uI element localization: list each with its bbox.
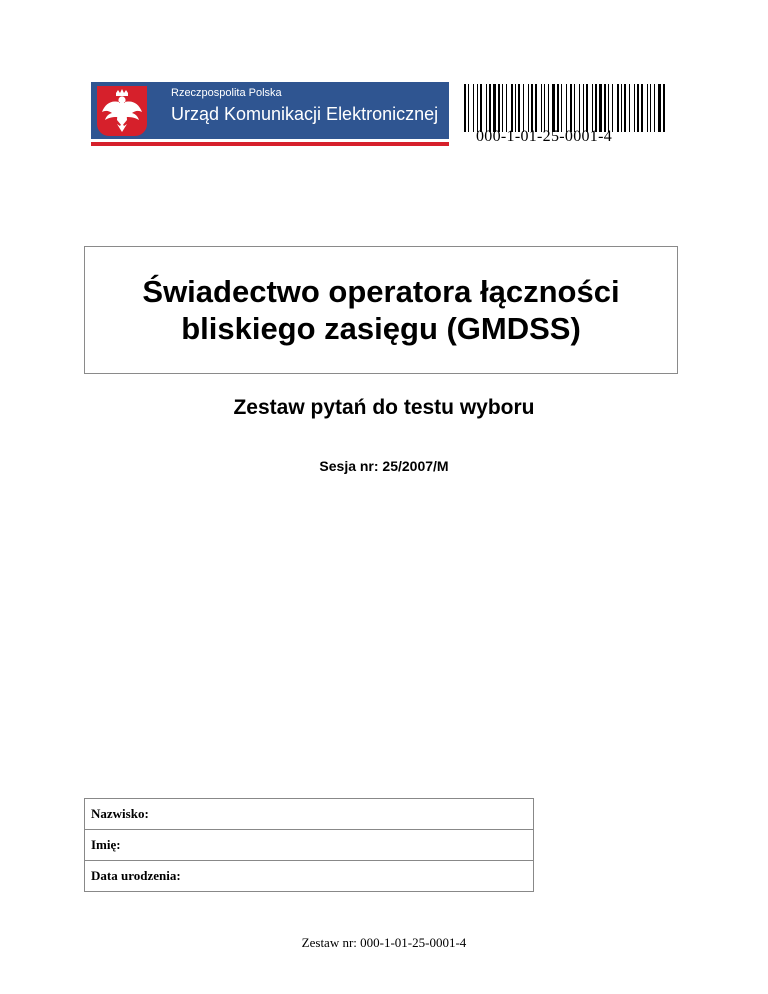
barcode-bar (464, 84, 466, 132)
barcode-bar (515, 84, 516, 132)
barcode-bar (480, 84, 482, 132)
barcode-bar (557, 84, 559, 132)
barcode-bar (531, 84, 533, 132)
barcode-bar (544, 84, 545, 132)
barcode-bar (498, 84, 500, 132)
barcode-bar (570, 84, 572, 132)
barcode-bar (641, 84, 643, 132)
session-number: Sesja nr: 25/2007/M (319, 458, 449, 474)
barcode-bar (535, 84, 537, 132)
table-row (85, 830, 534, 861)
barcode-bar (592, 84, 593, 132)
barcode-bar (608, 84, 609, 132)
barcode-bar (502, 84, 503, 132)
title-line-2: bliskiego zasięgu (GMDSS) (181, 311, 581, 346)
org-name: Urząd Komunikacji Elektronicznej (171, 104, 439, 124)
barcode-bar (468, 84, 469, 132)
barcode-bar (617, 84, 619, 132)
barcode-bar (473, 84, 474, 132)
barcode-bar (574, 84, 575, 132)
barcode-bar (523, 84, 524, 132)
barcode-bar (637, 84, 639, 132)
barcode-bar (658, 84, 661, 132)
barcode-bar (511, 84, 513, 132)
barcode-bar (518, 84, 520, 132)
barcode-bar (599, 84, 602, 132)
barcode-bar (493, 84, 496, 132)
barcode-bar (647, 84, 648, 132)
title-line-1: Świadectwo operatora łączności (142, 274, 620, 309)
barcode-bar (629, 84, 630, 132)
barcode-bar (621, 84, 622, 132)
barcode-bar (486, 84, 487, 132)
barcode-bar (663, 84, 665, 132)
barcode-bar (477, 84, 478, 132)
logo-stripe-red (91, 142, 449, 146)
barcode-bar (612, 84, 613, 132)
barcode-bar (579, 84, 580, 132)
barcode-bar (595, 84, 597, 132)
barcode-number: 000-1-01-25-0001-4 (476, 128, 613, 145)
surname-field[interactable]: Nazwisko: (85, 799, 534, 830)
birth-date-field[interactable]: Data urodzenia: (85, 861, 534, 892)
barcode-bar (541, 84, 542, 132)
personal-data-table (84, 798, 534, 892)
certificate-title-box (84, 246, 678, 374)
barcode-bar (561, 84, 562, 132)
barcode-bar (634, 84, 635, 132)
barcode-bar (566, 84, 567, 132)
barcode-bar (583, 84, 584, 132)
set-number-footer: Zestaw nr: 000-1-01-25-0001-4 (301, 935, 467, 950)
barcode-bar (489, 84, 491, 132)
barcode-bar (650, 84, 651, 132)
table-row (85, 799, 534, 830)
barcode-bar (586, 84, 588, 132)
white-eagle-icon (97, 86, 147, 136)
ministry-logo (91, 82, 449, 146)
org-small-label: Rzeczpospolita Polska (171, 87, 282, 99)
barcode-bar (528, 84, 529, 132)
barcode-bar (604, 84, 606, 132)
first-name-field[interactable]: Imię: (85, 830, 534, 861)
barcode-bar (506, 84, 507, 132)
barcode-bar (552, 84, 555, 132)
barcode-bar (624, 84, 626, 132)
table-row (85, 861, 534, 892)
barcode-bar (654, 84, 655, 132)
barcode (462, 84, 668, 132)
test-subtitle: Zestaw pytań do testu wyboru (233, 396, 535, 419)
barcode-bar (548, 84, 549, 132)
